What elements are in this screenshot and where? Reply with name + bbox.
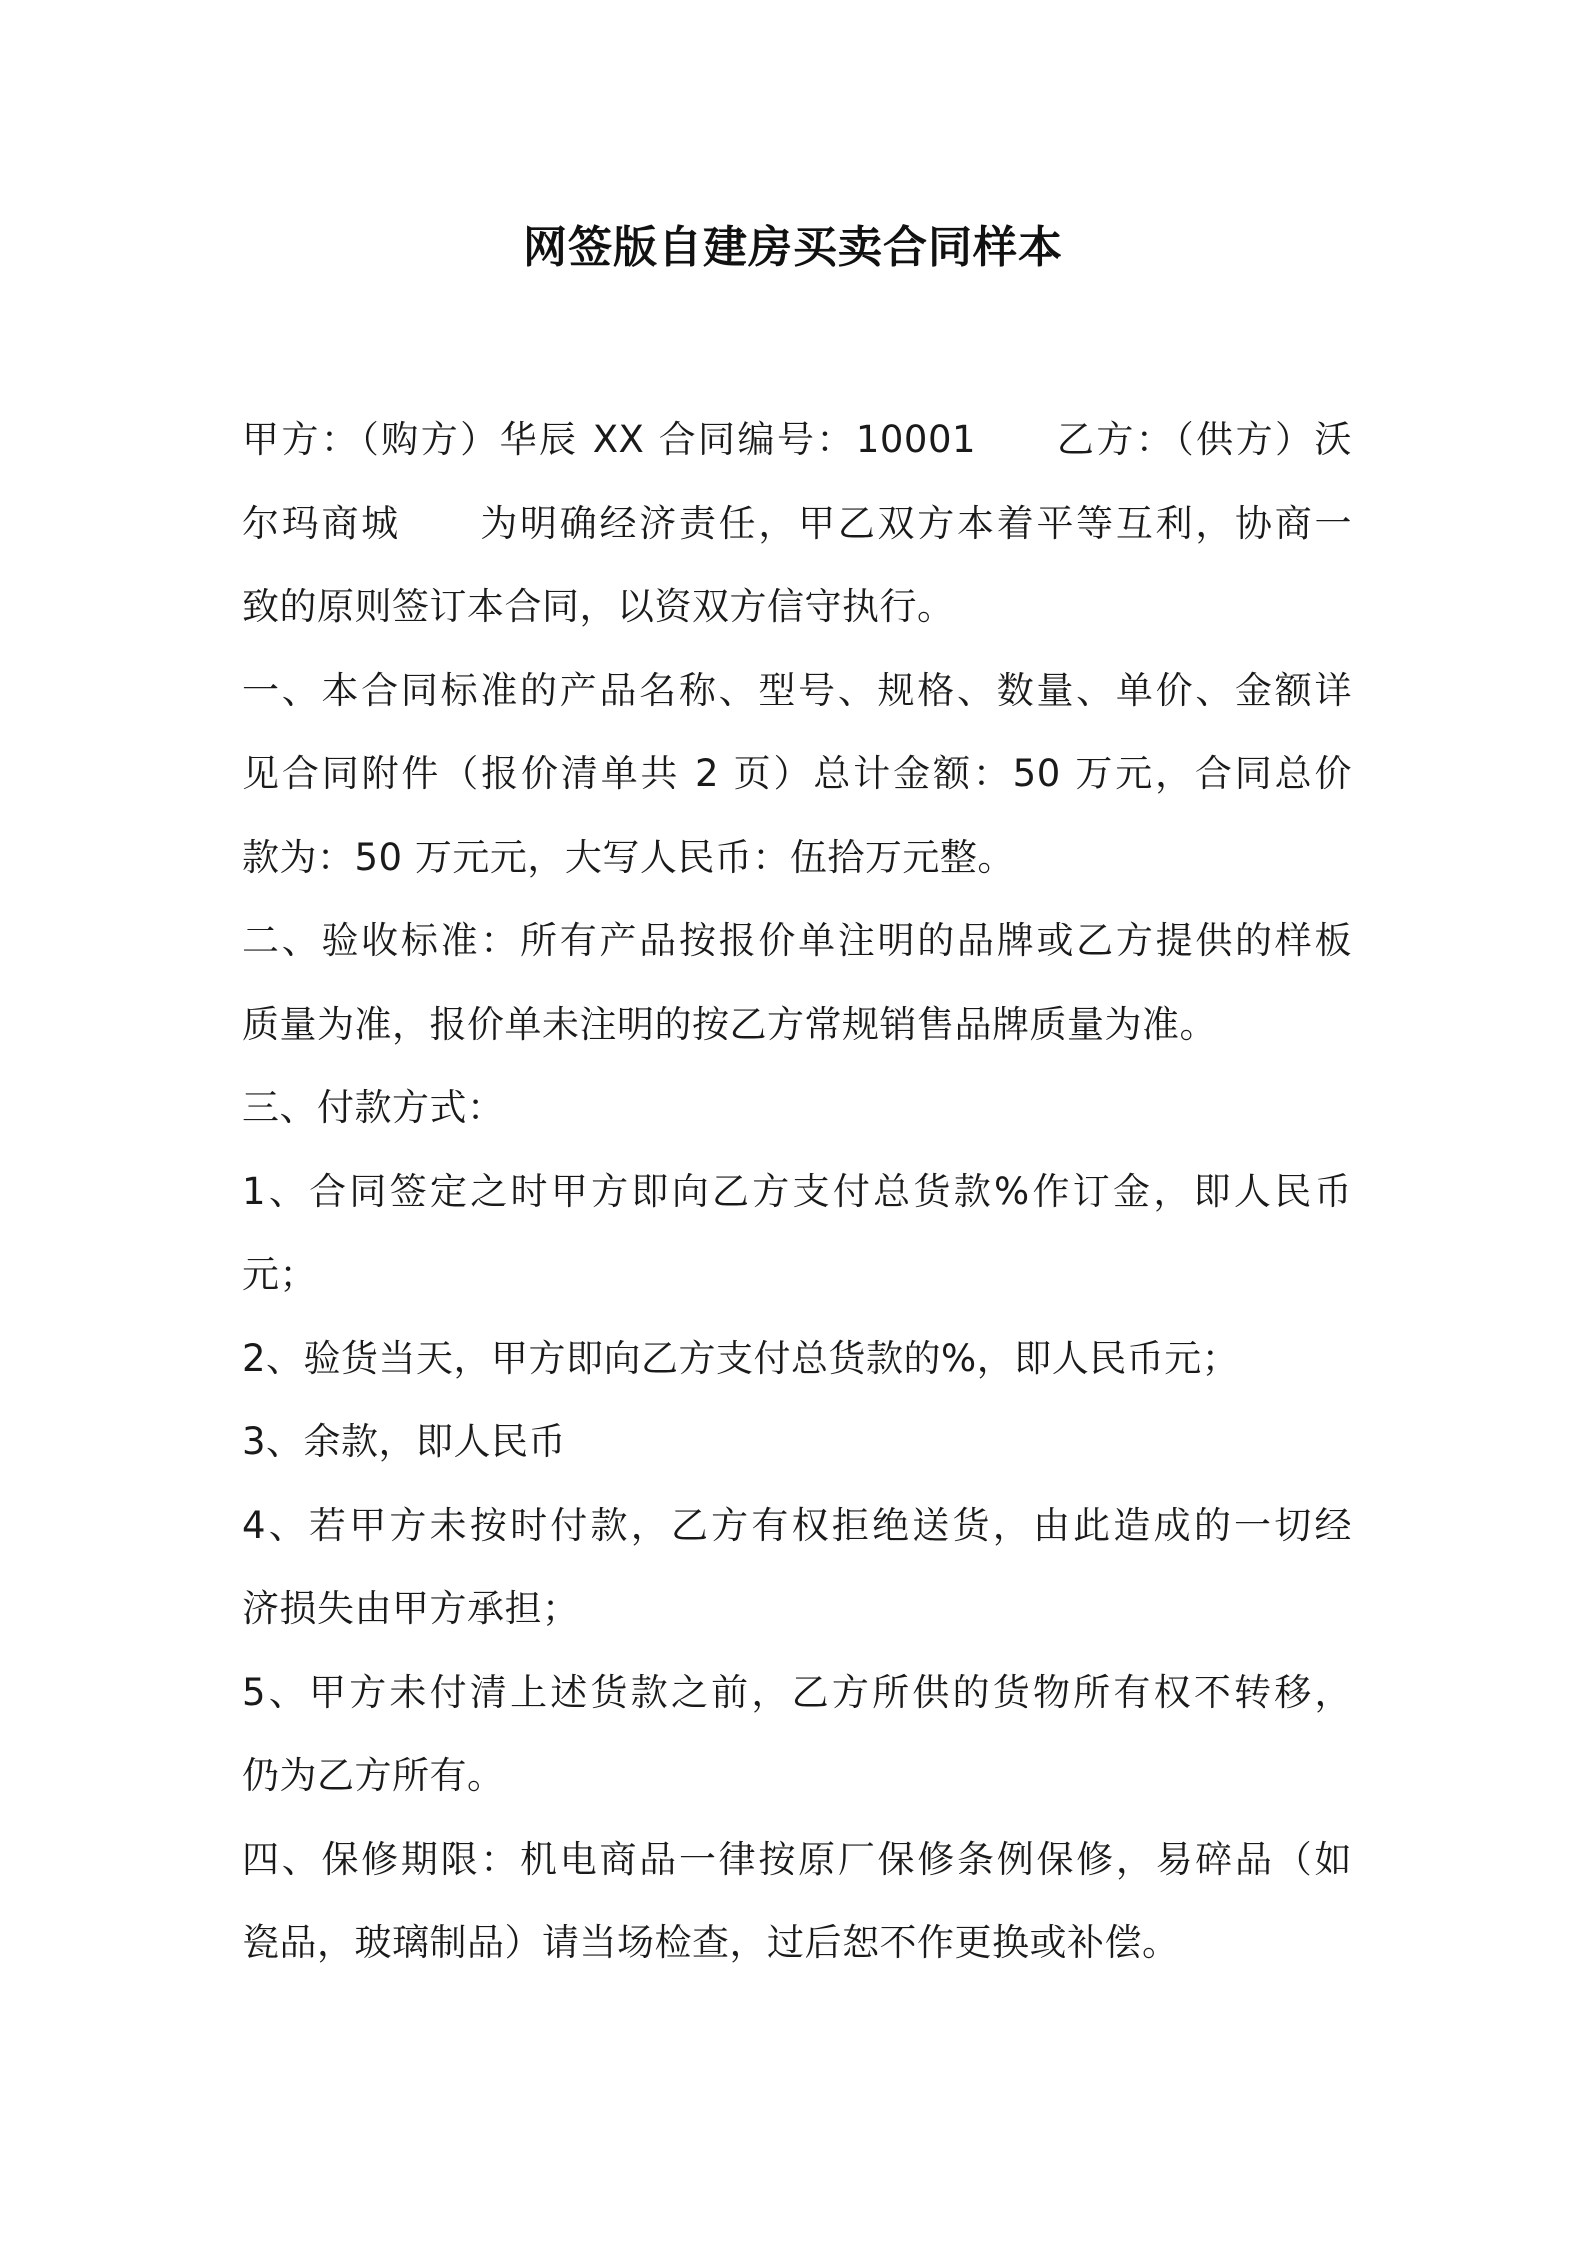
body-line: 三、付款方式： <box>242 1086 505 1129</box>
body-line: 一、本合同标准的产品名称、型号、规格、数量、单价、金额详 <box>242 668 1352 712</box>
body-line: 4、若甲方未按时付款，乙方有权拒绝送货，由此造成的一切经 <box>242 1503 1352 1547</box>
body-line: 致的原则签订本合同，以资双方信守执行。 <box>242 585 955 628</box>
body-line: 四、保修期限：机电商品一律按原厂保修条例保修，易碎品（如 <box>242 1837 1352 1881</box>
body-line: 质量为准，报价单未注明的按乙方常规销售品牌质量为准。 <box>242 1002 1217 1046</box>
body-line: 见合同附件（报价清单共 2 页）总计金额：50 万元，合同总价 <box>242 752 1352 795</box>
body-line: 1、合同签定之时甲方即向乙方支付总货款%作订金，即人民币 <box>242 1169 1352 1213</box>
body-line: 瓷品，玻璃制品）请当场检查，过后恕不作更换或补偿。 <box>242 1921 1180 1964</box>
body-line: 仍为乙方所有。 <box>242 1754 505 1797</box>
body-line: 二、验收标准：所有产品按报价单注明的品牌或乙方提供的样板 <box>242 919 1352 962</box>
body-line: 元； <box>242 1253 317 1296</box>
body-line: 尔玛商城 为明确经济责任，甲乙双方本着平等互利，协商一 <box>242 501 1352 545</box>
body-line: 款为：50 万元元，大写人民币：伍拾万元整。 <box>242 835 1015 879</box>
body-line: 2、验货当天，甲方即向乙方支付总货款的%，即人民币元； <box>242 1336 1240 1380</box>
body-line: 5、甲方未付清上述货款之前，乙方所供的货物所有权不转移， <box>242 1670 1352 1714</box>
body-line: 3、余款，即人民币 <box>242 1420 567 1463</box>
document-title: 网签版自建房买卖合同样本 <box>523 222 1063 273</box>
body-line: 济损失由甲方承担； <box>242 1587 580 1630</box>
document-body <box>242 398 1352 1985</box>
body-line: 甲方：（购方）华辰 XX 合同编号：10001 乙方：（供方）沃 <box>242 418 1352 461</box>
